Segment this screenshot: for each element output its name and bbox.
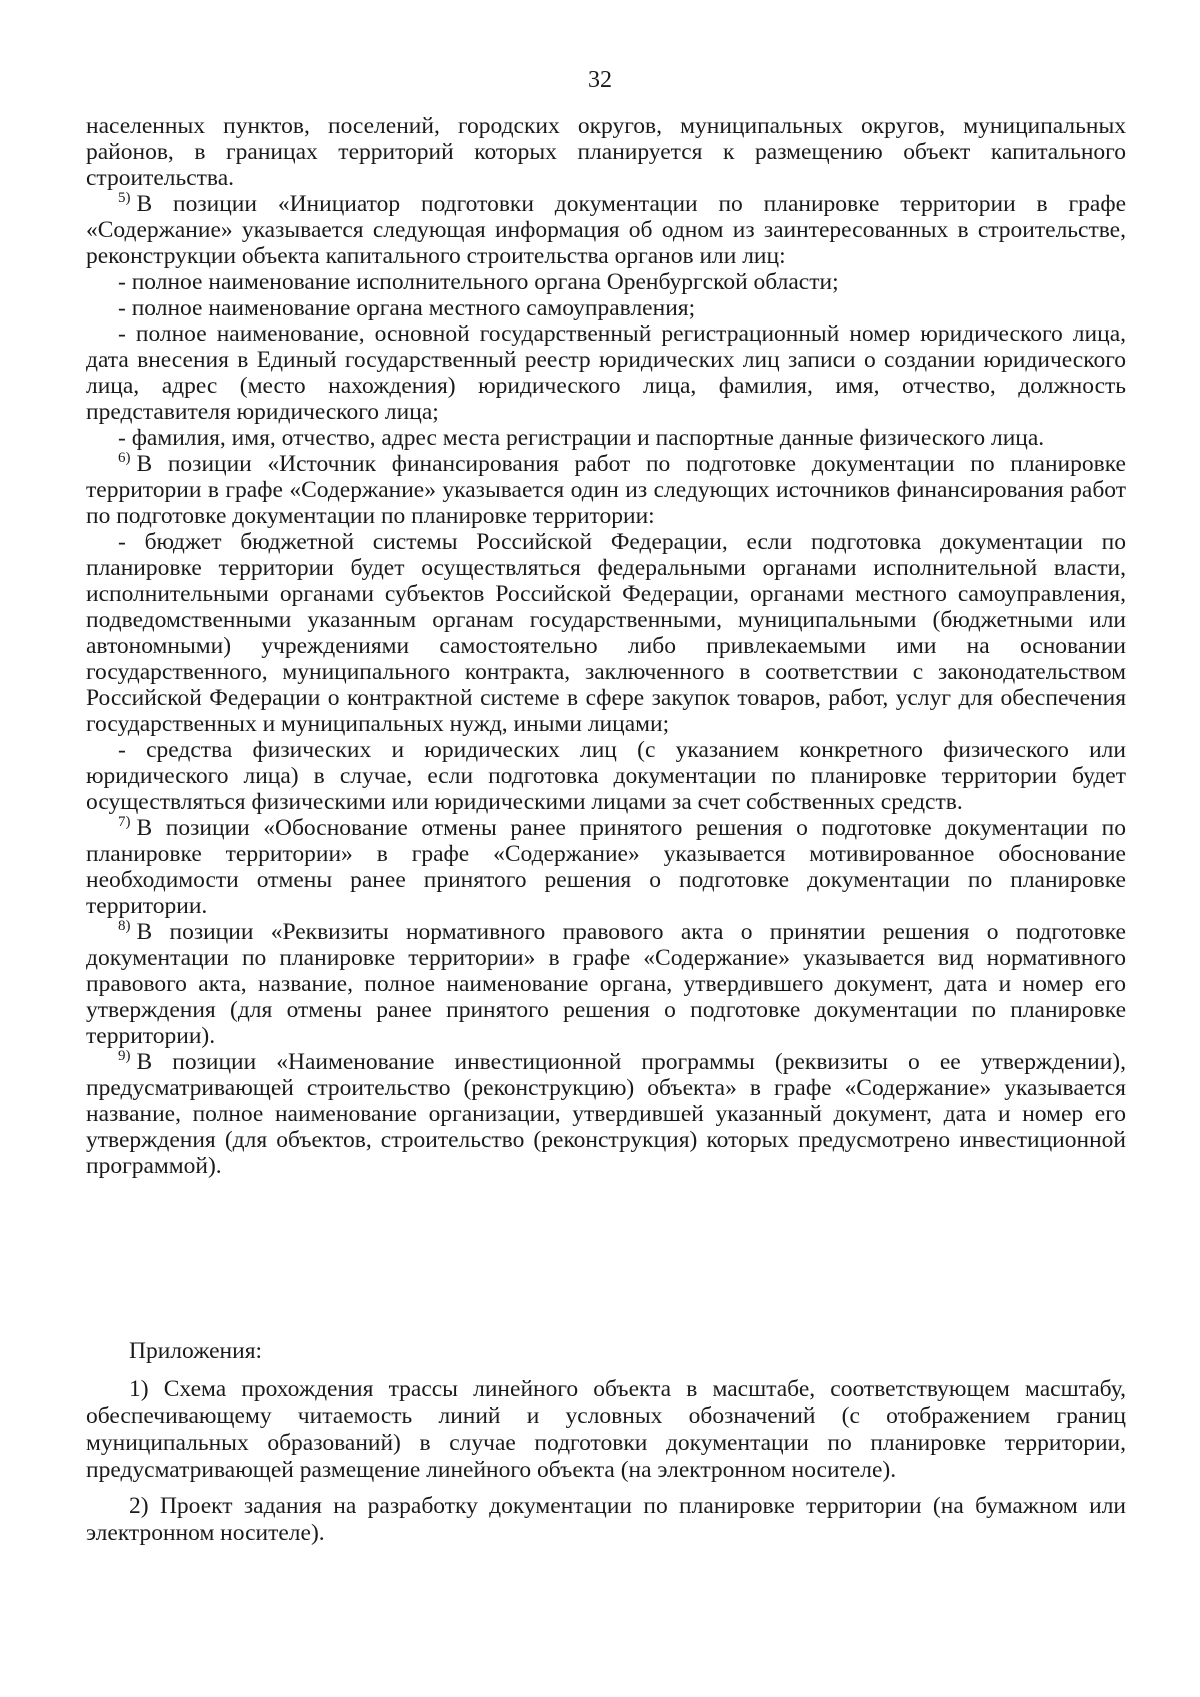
dash-list-item: - средства физических и юридических лиц (с указанием конкретного физического или юридического лица) в случае, если подготовка документации по планировке территории будет осуществляться физическими или юридическими лицами за счет собственных средств. [86, 737, 1126, 815]
footnote-paragraph-9 [86, 1049, 1126, 1179]
dash-list-item: - полное наименование исполнительного органа Оренбургской области; [118, 269, 839, 295]
footnote-text: В позиции «Реквизиты нормативного правового акта о принятии решения о подготовке документации по планировке территории» в графе «Содержание» указывается вид нормативного правового акта, название, полное наименование органа, утвердившего документ, дата и номер его утверждения (для отмены ранее принятого решения о подготовке документации по планировке территории). [86, 919, 1126, 1049]
footnote-marker: 5) [118, 190, 131, 207]
footnote-paragraph-7 [86, 815, 1126, 919]
footnote-marker: 8) [118, 918, 131, 935]
footnote-text: В позиции «Обоснование отмены ранее принятого решения о подготовке документации по планировке территории» в графе «Содержание» указывается мотивированное обоснование необходимости отмены ранее принятого решения о подготовке документации по планировке территории. [86, 815, 1126, 919]
footnote-paragraph-8 [86, 919, 1126, 1049]
footnote-marker: 6) [118, 450, 131, 467]
attachments-title: Приложения: [129, 1338, 263, 1364]
dash-list-item: - полное наименование органа местного самоуправления; [118, 295, 696, 321]
dash-list-item: - полное наименование, основной государственный регистрационный номер юридического лица, дата внесения в Единый государственный реестр юридических лиц записи о создании юридического лица, адрес (место нахождения) юридического лица, фамилия, имя, отчество, должность представителя юридического лица; [86, 321, 1126, 425]
attachment-item: 2) Проект задания на разработку документации по планировке территории (на бумажном или электронном носителе). [86, 1493, 1126, 1546]
footnote-marker: 9) [118, 1048, 131, 1065]
footnote-paragraph-6 [86, 451, 1126, 529]
attachments-section [86, 1338, 1126, 1556]
dash-list-item: - фамилия, имя, отчество, адрес места регистрации и паспортные данные физического лица. [118, 425, 1045, 451]
page-number: 32 [588, 67, 612, 93]
dash-list-item: - бюджет бюджетной системы Российской Федерации, если подготовка документации по планировке территории будет осуществляться федеральными органами исполнительной власти, исполнительными органами субъектов Российской Федерации, органами местного самоуправления, подведомственными указанным органам государственными, муниципальными (бюджетными или автономными) учреждениями самостоятельно либо привлекаемыми ими на основании государственного, муниципального контракта, заключенного в соответствии с законодательством Российской Федерации о контрактной системе в сфере закупок товаров, работ, услуг для обеспечения государственных и муниципальных нужд, иными лицами; [86, 529, 1126, 737]
document-body [86, 113, 1126, 1179]
footnote-text: В позиции «Источник финансирования работ по подготовке документации по планировке территории в графе «Содержание» указывается один из следующих источников финансирования работ по подготовке документации по планировке территории: [86, 451, 1126, 529]
paragraph-continuation: населенных пунктов, поселений, городских округов, муниципальных округов, муниципальных районов, в границах территорий которых планируется к размещению объект капитального строительства. [86, 113, 1126, 191]
footnote-text: В позиции «Инициатор подготовки документации по планировке территории в графе «Содержание» указывается следующая информация об одном из заинтересованных в строительстве, реконструкции объекта капитального строительства органов или лиц: [86, 191, 1126, 269]
attachment-item: 1) Схема прохождения трассы линейного объекта в масштабе, соответствующем масштабу, обеспечивающему читаемость линий и условных обозначений (с отображением границ муниципальных образований) в случае подготовки документации по планировке территории, предусматривающей размещение линейного объекта (на электронном носителе). [86, 1376, 1126, 1483]
footnote-text: В позиции «Наименование инвестиционной программы (реквизиты о ее утверждении), предусматривающей строительство (реконструкцию) объекта» в графе «Содержание» указывается название, полное наименование организации, утвердившей указанный документ, дата и номер его утверждения (для объектов, строительство (реконструкция) которых предусмотрено инвестиционной программой). [86, 1049, 1126, 1179]
footnote-paragraph-5 [86, 191, 1126, 269]
footnote-marker: 7) [118, 814, 131, 831]
